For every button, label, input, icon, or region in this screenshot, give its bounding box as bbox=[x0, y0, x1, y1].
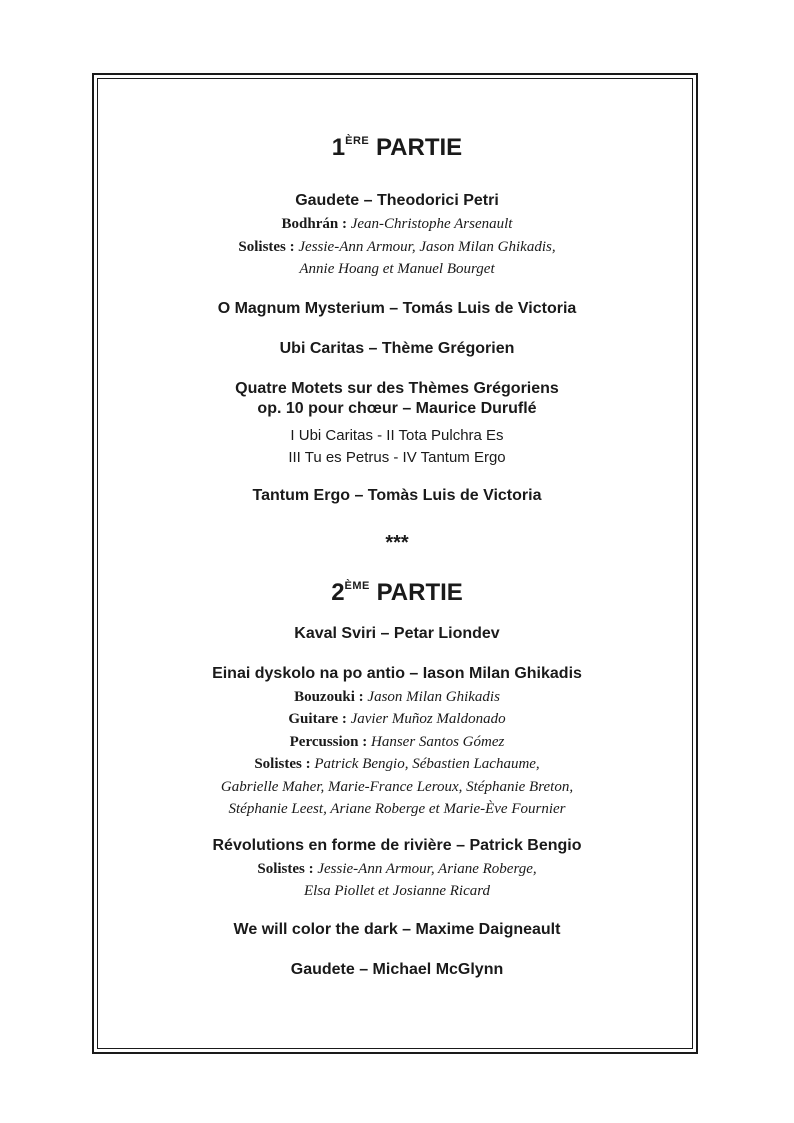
piece-kaval-title: Kaval Sviri – Petar Liondev bbox=[294, 624, 500, 642]
credit-role: Solistes : bbox=[238, 238, 295, 255]
section-separator: *** bbox=[385, 531, 409, 554]
part-2-number: 2 bbox=[331, 578, 345, 606]
credit-names: Jason Milan Ghikadis bbox=[367, 688, 500, 705]
credit-role: Bodhrán : bbox=[281, 216, 347, 232]
credit-role: Guitare : bbox=[288, 711, 347, 727]
credit-solistes bbox=[0, 236, 794, 259]
credit-names: Javier Muñoz Maldonado bbox=[350, 711, 506, 727]
credit-percussion bbox=[0, 731, 794, 754]
credit-solistes-cont bbox=[0, 880, 794, 903]
credit-solistes-cont bbox=[0, 776, 794, 799]
credit-bodhran bbox=[0, 213, 794, 236]
credit-solistes bbox=[0, 858, 794, 881]
credit-names: Elsa Piollet et Josianne Ricard bbox=[303, 883, 491, 899]
part-2-label: PARTIE bbox=[376, 578, 463, 606]
credit-names: Jean-Christophe Arsenault bbox=[350, 216, 513, 232]
piece-magnum-title: O Magnum Mysterium – Tomás Luis de Victoria bbox=[217, 299, 577, 317]
credit-names: Patrick Bengio, Sébastien Lachaume, bbox=[314, 756, 540, 772]
motets-movements-2: III Tu es Petrus - IV Tantum Ergo bbox=[288, 448, 506, 466]
part-1-heading bbox=[0, 124, 794, 165]
piece-motets-title-1: Quatre Motets sur des Thèmes Grégoriens bbox=[235, 379, 559, 397]
piece-einai-title: Einai dyskolo na po antio – Iason Milan Ghikadis bbox=[212, 664, 582, 682]
piece-color-the-dark-title: We will color the dark – Maxime Daigneault bbox=[233, 920, 561, 938]
part-1-label: PARTIE bbox=[375, 134, 463, 161]
motets-movements-1: I Ubi Caritas - II Tota Pulchra Es bbox=[290, 426, 504, 444]
piece-gaudete-mcglynn-title: Gaudete – Michael McGlynn bbox=[290, 960, 504, 978]
credit-role: Solistes : bbox=[257, 860, 314, 877]
program-content bbox=[0, 124, 794, 980]
part-2-suffix: ÈME bbox=[344, 579, 370, 592]
piece-gaudete-petri-title: Gaudete – Theodorici Petri bbox=[295, 192, 499, 209]
part-1-suffix: ÈRE bbox=[345, 135, 370, 147]
credit-solistes bbox=[0, 753, 794, 776]
credit-names: Hanser Santos Gómez bbox=[371, 733, 505, 750]
credit-names: Jessie-Ann Armour, Jason Milan Ghikadis, bbox=[298, 238, 556, 255]
part-2-heading bbox=[0, 569, 794, 610]
piece-ubi-caritas-title: Ubi Caritas – Thème Grégorien bbox=[279, 339, 515, 357]
credit-role: Percussion : bbox=[289, 733, 368, 750]
piece-motets-title-2: op. 10 pour chœur – Maurice Duruflé bbox=[257, 399, 537, 417]
credit-solistes-cont bbox=[0, 798, 794, 821]
credit-role: Bouzouki : bbox=[294, 688, 364, 705]
credit-guitare bbox=[0, 708, 794, 731]
piece-tantum-ergo-title: Tantum Ergo – Tomàs Luis de Victoria bbox=[252, 486, 542, 504]
credit-role: Solistes : bbox=[254, 756, 311, 772]
credit-names: Gabrielle Maher, Marie-France Leroux, Stéphanie Breton, bbox=[220, 778, 574, 795]
credit-solistes-cont bbox=[0, 258, 794, 281]
credit-names: Jessie-Ann Armour, Ariane Roberge, bbox=[317, 860, 537, 877]
credit-names: Stéphanie Leest, Ariane Roberge et Marie-Ève Fournier bbox=[228, 801, 566, 817]
piece-revolutions-title: Révolutions en forme de rivière – Patrick Bengio bbox=[212, 836, 582, 854]
credit-bouzouki bbox=[0, 686, 794, 709]
part-1-number: 1 bbox=[331, 134, 346, 161]
credit-names: Annie Hoang et Manuel Bourget bbox=[299, 261, 495, 277]
